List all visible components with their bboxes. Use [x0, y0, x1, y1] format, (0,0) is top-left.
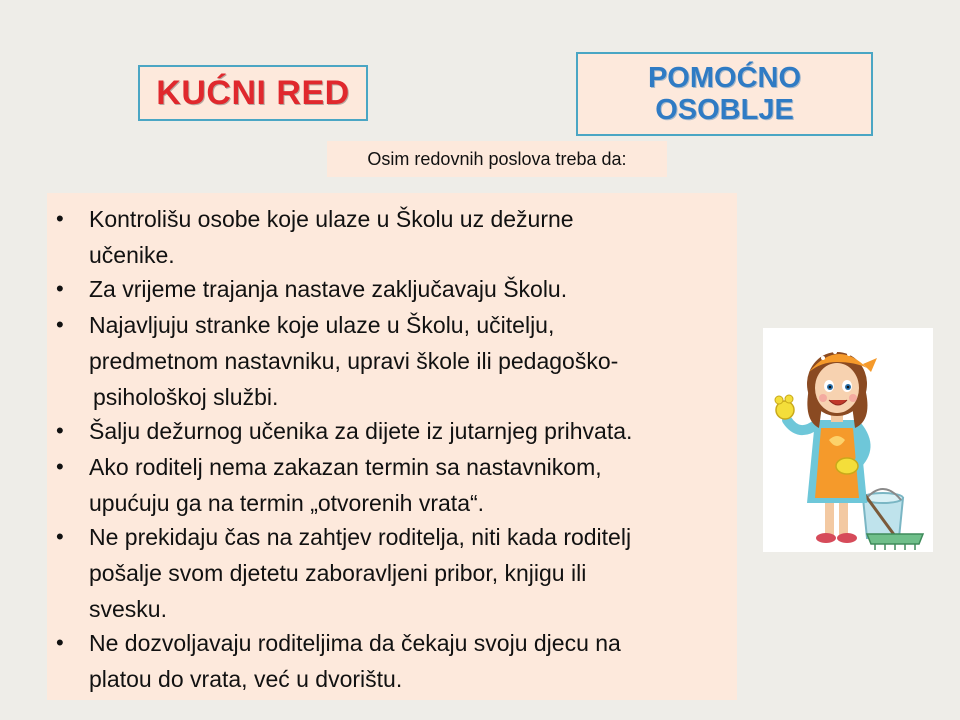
list-item-line: Kontrolišu osobe koje ulaze u Školu uz dežurne	[89, 206, 574, 232]
list-item-line: psihološkoj službi.	[93, 384, 279, 410]
list-item-line: Šalju dežurnog učenika za dijete iz jutarnjeg prihvata.	[89, 418, 633, 444]
bullet-icon: •	[56, 276, 64, 301]
list-item-line: pošalje svom djetetu zaboravljeni pribor, knjigu ili	[89, 560, 587, 586]
list-item-line: Ako roditelj nema zakazan termin sa nastavnikom,	[89, 454, 602, 480]
list-item-line: Za vrijeme trajanja nastave zaključavaju Školu.	[89, 276, 568, 302]
page-title: KUĆNI RED	[156, 73, 350, 112]
list-item-line: Ne prekidaju čas na zahtjev roditelja, niti kada roditelj	[89, 524, 632, 550]
bullet-icon: •	[56, 206, 64, 231]
bullet-icon: •	[56, 418, 64, 443]
list-item-line: Najavljuju stranke koje ulaze u Školu, učitelju,	[89, 312, 555, 338]
title-box	[138, 65, 368, 121]
duties-list	[47, 193, 737, 700]
staff-title-box	[576, 52, 873, 136]
list-item-line: učenike.	[89, 242, 175, 268]
bullet-icon: •	[56, 524, 64, 549]
bullet-icon: •	[56, 454, 64, 479]
list-item-line: Ne dozvoljavaju roditeljima da čekaju svoju djecu na	[89, 630, 621, 656]
list-item-line: predmetnom nastavniku, upravi škole ili pedagoško-	[89, 348, 619, 374]
staff-title-line-1: POMOĆNO	[647, 62, 802, 94]
cleaning-lady-icon	[763, 328, 933, 552]
subtitle: Osim redovnih poslova treba da:	[327, 141, 667, 177]
staff-title-line-2: OSOBLJE	[655, 94, 794, 126]
list-item-line: platou do vrata, već u dvorištu.	[89, 666, 403, 692]
bullet-icon: •	[56, 312, 64, 337]
list-item-line: svesku.	[89, 596, 167, 622]
bullet-icon: •	[56, 630, 64, 655]
list-item-line: upućuju ga na termin „otvorenih vrata“.	[89, 490, 485, 516]
